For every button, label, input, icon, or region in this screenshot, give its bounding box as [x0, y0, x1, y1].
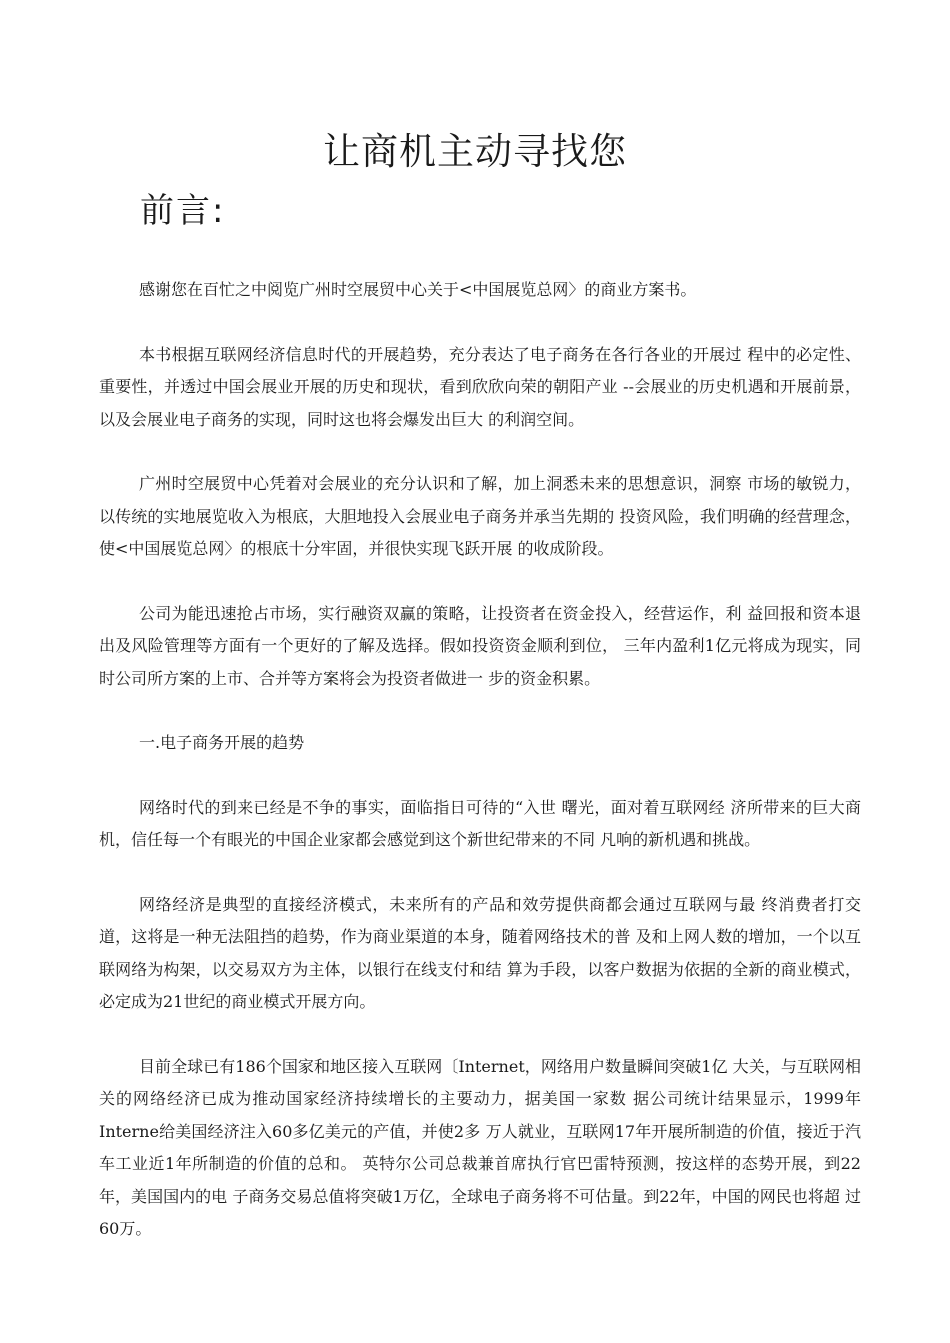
document-title: 让商机主动寻找您: [323, 130, 627, 173]
paragraph-book-overview: 本书根据互联网经济信息时代的开展趋势，充分表达了电子商务在各行各业的开展过 程中的必定性、重要性，并透过中国会展业开展的历史和现状，看到欣欣向荣的朝阳产业 --会展业的历史机遇和开展前景，以及会展业电子商务的实现，同时这也将会爆发出巨大 的利润空间。: [99, 344, 861, 429]
paragraph-thanks: 感谢您在百忙之中阅览广州时空展贸中心关于<中国展览总网〉的商业方案书。: [139, 280, 697, 299]
section-heading: 一.电子商务开展的趋势: [139, 733, 305, 752]
paragraph-company-background: 广州时空展贸中心凭着对会展业的充分认识和了解，加上洞悉未来的思想意识，洞察 市场的敏锐力，以传统的实地展览收入为根底，大胆地投入会展业电子商务并承当先期的 投资风险，我们明确的经营理念，使<中国展览总网〉的根底十分牢固，并很快实现飞跃开展 的收成阶段。: [99, 474, 861, 558]
document-body: [99, 274, 861, 1278]
preface-heading: 前言:: [140, 191, 226, 231]
paragraph-global-statistics: 目前全球已有186个国家和地区接入互联网〔Internet，网络用户数量瞬间突破1亿 大关，与互联网相关的网络经济已成为推动国家经济持续增长的主要动力，据美国一家数 据公司统计结果显示，1999年Interne给美国经济注入60多亿美元的产值，并使2多 万人就业，互联网17年开展所制造的价值，接近于汽车工业近1年所制造的价值的总和。 英特尔公司总裁兼首席执行官巴雷特预测，按这样的态势开展，到22年，美国国内的电 子商务交易总值将突破1万亿，全球电子商务将不可估量。到22年，中国的网民也将超 过60万。: [99, 1056, 861, 1238]
paragraph-financing-strategy: 公司为能迅速抢占市场，实行融资双赢的策略，让投资者在资金投入，经营运作，利 益回报和资本退出及风险管理等方面有一个更好的了解及选择。假如投资资金顺利到位， 三年内盈利1亿元将成为现实，同时公司所方案的上市、合并等方案将会为投资者做进一 步的资金积累。: [99, 603, 861, 688]
paragraph-network-economy: 网络经济是典型的直接经济模式，未来所有的产品和效劳提供商都会通过互联网与最 终消费者打交道，这将是一种无法阻挡的趋势，作为商业渠道的本身，随着网络技术的普 及和上网人数的增加，一个以互联网络为构架，以交易双方为主体，以银行在线支付和结 算为手段，以客户数据为依据的全新的商业模式，必定成为21世纪的商业模式开展方向。: [99, 894, 861, 1011]
paragraph-network-era: 网络时代的到来已经是不争的事实，面临指日可待的“入世 曙光，面对着互联网经 济所带来的巨大商机，信任每一个有眼光的中国企业家都会感觉到这个新世纪带来的不同 凡响的新机遇和挑战。: [99, 797, 861, 849]
